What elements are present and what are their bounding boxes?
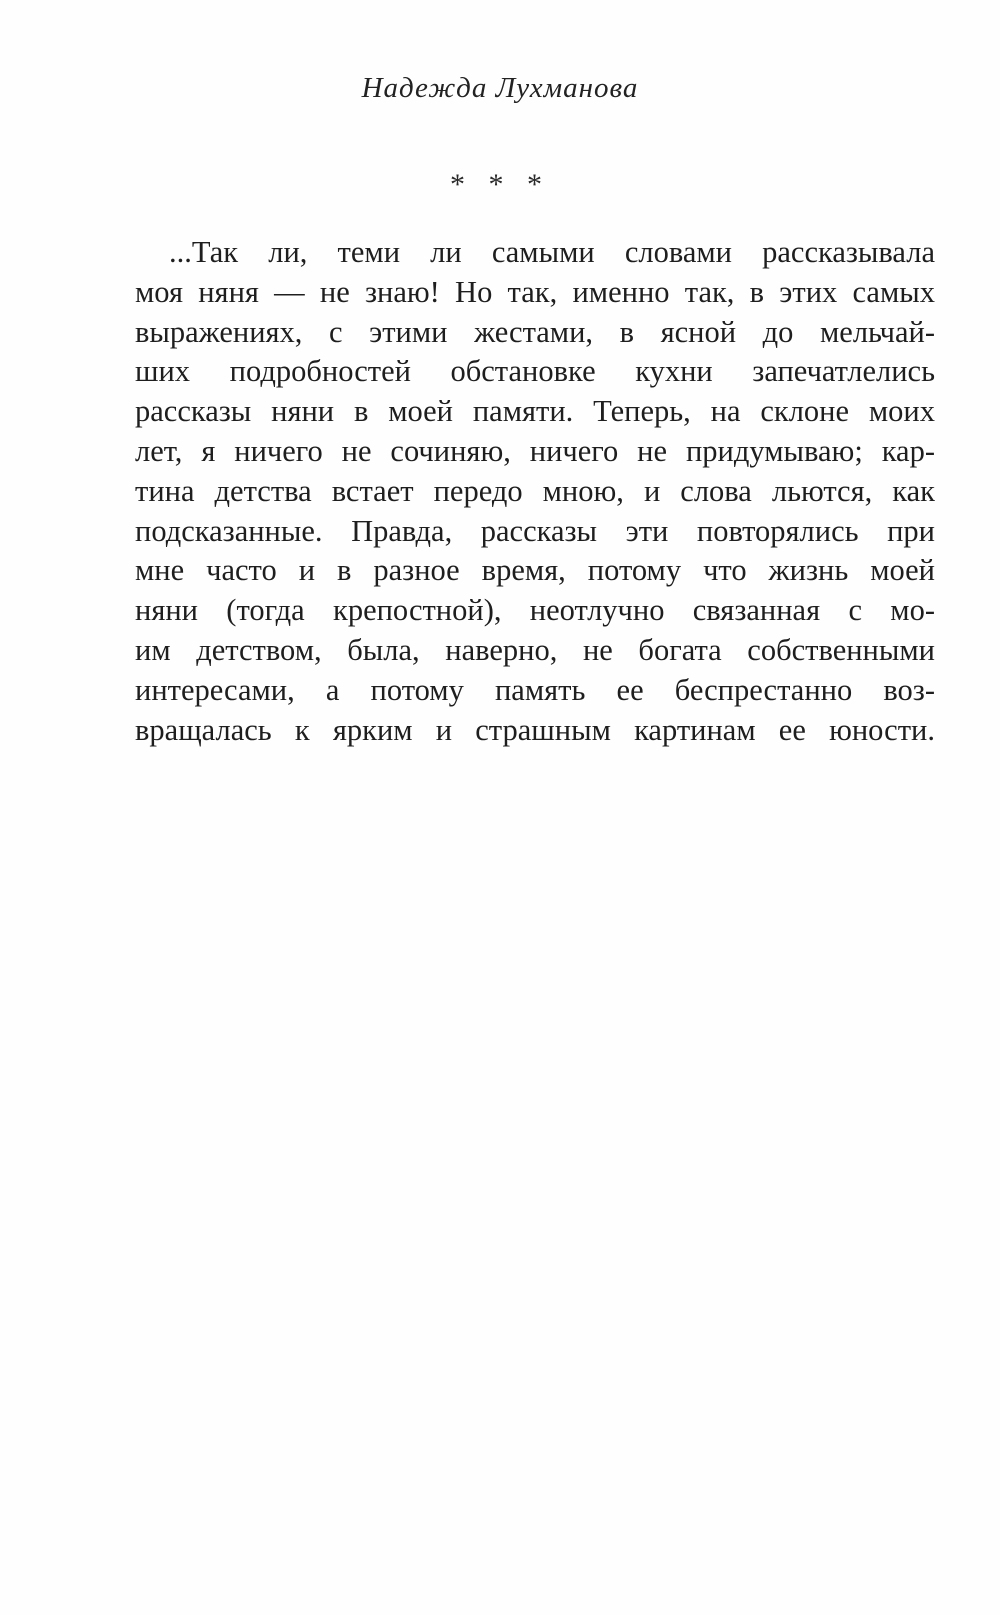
text-line: няни (тогда крепостной), неотлучно связанная с мо- [135,593,935,628]
text-line: ших подробностей обстановке кухни запечатлелись [135,354,935,389]
text-line: ...Так ли, теми ли самыми словами рассказывала [169,235,935,269]
section-separator: * * * [450,168,550,201]
text-line: выражениях, с этими жестами, в ясной до мельчай- [135,314,935,349]
text-line: моя няня — не знаю! Но так, именно так, в этих самых [135,274,935,309]
text-line: рассказы няни в моей памяти. Теперь, на склоне моих [135,394,935,429]
text-line: лет, я ничего не сочиняю, ничего не придумываю; кар- [135,433,935,468]
text-line: вращалась к ярким и страшным картинам ее юности. [135,712,935,747]
text-line: подсказанные. Правда, рассказы эти повторялись при [135,513,935,548]
body-paragraph [135,233,935,750]
text-line: мне часто и в разное время, потому что жизнь моей [135,553,935,588]
text-line: им детством, была, наверно, не богата собственными [135,632,935,667]
text-line: интересами, а потому память ее беспрестанно воз- [135,672,935,707]
running-head-author: Надежда Лухманова [361,72,639,104]
text-line: тина детства встает передо мною, и слова льются, как [135,473,935,508]
